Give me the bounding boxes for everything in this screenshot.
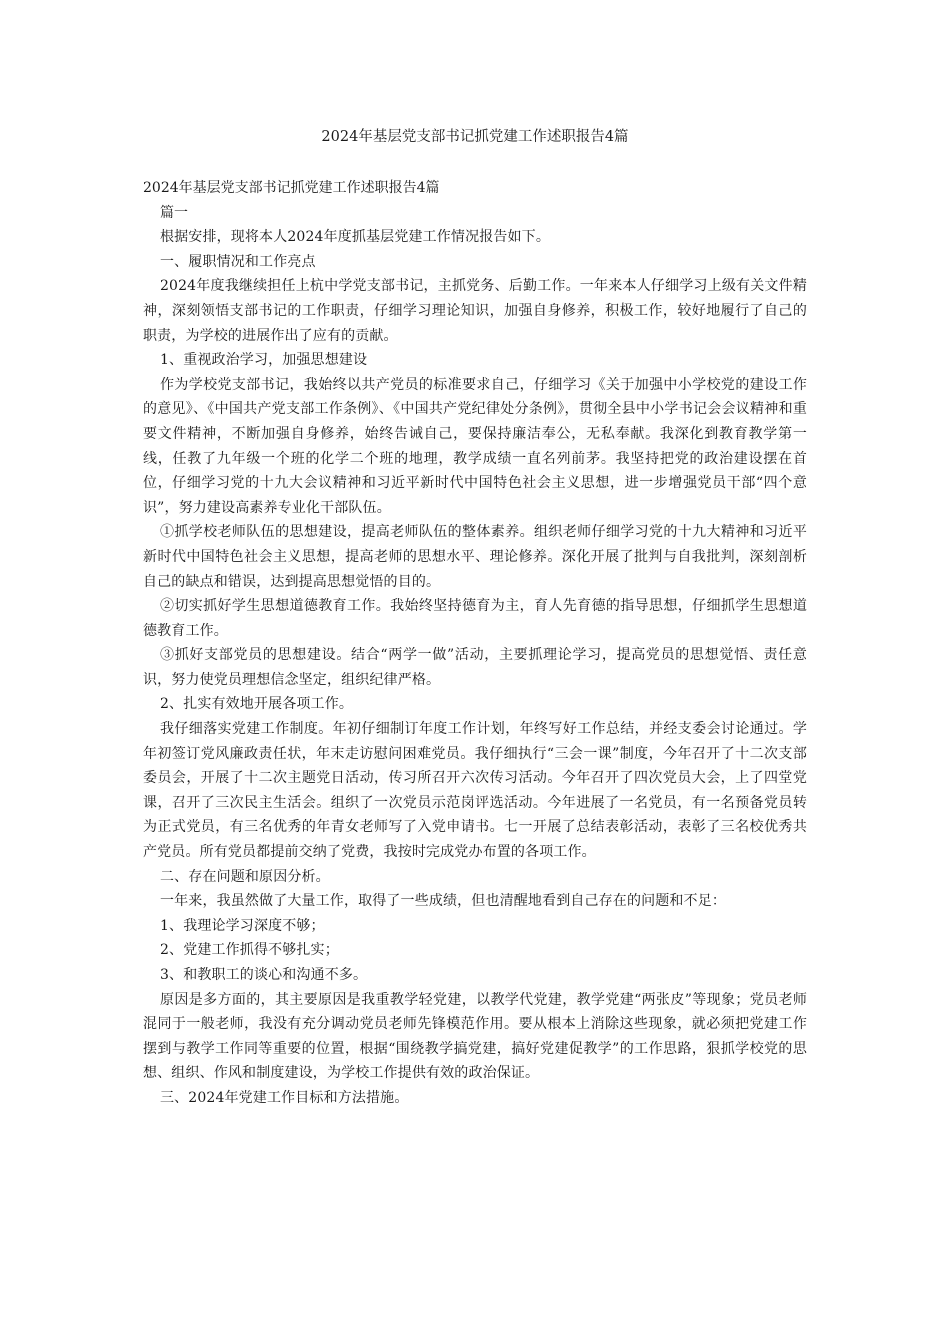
heading-section-1: 一、履职情况和工作亮点 bbox=[160, 253, 316, 270]
section-label: 篇一 bbox=[160, 204, 188, 221]
list-item: 1、我理论学习深度不够； bbox=[160, 917, 325, 934]
list-item: 2、党建工作抓得不够扎实； bbox=[160, 942, 339, 959]
document-body bbox=[143, 176, 807, 1111]
paragraph: 2024年度我继续担任上杭中学党支部书记，主抓党务、后勤工作。一年来本人仔细学习上级有关文件精神，深刻领悟支部书记的工作职责，仔细学习理论知识，加强自身修养，积极工作，较好地履行了自己的职责，为学校的进展作出了应有的贡献。 bbox=[143, 278, 807, 344]
subheading: 1、重视政治学习，加强思想建设 bbox=[160, 352, 368, 369]
paragraph: 原因是多方面的，其主要原因是我重教学轻党建，以教学代党建，教学党建“两张皮”等现象；党员老师混同于一般老师，我没有充分调动党员老师先锋模范作用。要从根本上消除这些现象，就必须把党建工作摆到与教学工作同等重要的位置，根据“围绕教学搞党建，搞好党建促教学”的工作思路，狠抓学校党的思想、组织、作风和制度建设，为学校工作提供有效的政治保证。 bbox=[143, 991, 807, 1082]
heading-section-3: 三、2024年党建工作目标和方法措施。 bbox=[160, 1089, 409, 1106]
list-item-circled-1: ①抓学校老师队伍的思想建设，提高老师队伍的整体素养。组织老师仔细学习党的十九大精神和习近平新时代中国特色社会主义思想，提高老师的思想水平、理论修养。深化开展了批判与自我批判，深刻剖析自己的缺点和错误，达到提高思想觉悟的目的。 bbox=[143, 524, 807, 590]
list-item-circled-2: ②切实抓好学生思想道德教育工作。我始终坚持德育为主，育人先育德的指导思想，仔细抓学生思想道德教育工作。 bbox=[143, 598, 807, 639]
document-subtitle: 2024年基层党支部书记抓党建工作述职报告4篇 bbox=[143, 180, 440, 196]
document-title: 2024年基层党支部书记抓党建工作述职报告4篇 bbox=[321, 129, 629, 145]
list-item-circled-3: ③抓好支部党员的思想建设。结合“两学一做”活动，主要抓理论学习，提高党员的思想觉悟、责任意识，努力使党员理想信念坚定，组织纪律严格。 bbox=[143, 647, 807, 688]
subheading: 2、扎实有效地开展各项工作。 bbox=[160, 696, 354, 713]
heading-section-2: 二、存在问题和原因分析。 bbox=[160, 868, 330, 885]
paragraph: 我仔细落实党建工作制度。年初仔细制订年度工作计划，年终写好工作总结，并经支委会讨论通过。学年初签订党风廉政责任状，年末走访慰问困难党员。我仔细执行“三会一课”制度，今年召开了十二次支部委员会，开展了十二次主题党日活动，传习所召开六次传习活动。今年召开了四次党员大会，上了四堂党课，召开了三次民主生活会。组织了一次党员示范岗评选活动。今年进展了一名党员，有一名预备党员转为正式党员，有三名优秀的年青女老师写了入党申请书。七一开展了总结表彰活动，表彰了三名校优秀共产党员。所有党员都提前交纳了党费，我按时完成党办布置的各项工作。 bbox=[143, 721, 807, 861]
paragraph: 作为学校党支部书记，我始终以共产党员的标准要求自己，仔细学习《关于加强中小学校党的建设工作的意见》、《中国共产党支部工作条例》、《中国共产党纪律处分条例》，贯彻全县中小学书记会会议精神和重要文件精神，不断加强自身修养，始终告诫自己，要保持廉洁奉公，无私奉献。我深化到教育教学第一线，任教了九年级一个班的化学二个班的地理，教学成绩一直名列前茅。我坚持把党的政治建设摆在首位，仔细学习党的十九大会议精神和习近平新时代中国特色社会主义思想，进一步增强党员干部“四个意识”，努力建设高素养专业化干部队伍。 bbox=[143, 376, 807, 516]
list-item: 3、和教职工的谈心和沟通不多。 bbox=[160, 967, 368, 983]
paragraph: 一年来，我虽然做了大量工作，取得了一些成绩，但也清醒地看到自己存在的问题和不足： bbox=[160, 893, 726, 910]
paragraph-intro: 根据安排，现将本人2024年度抓基层党建工作情况报告如下。 bbox=[160, 229, 550, 246]
